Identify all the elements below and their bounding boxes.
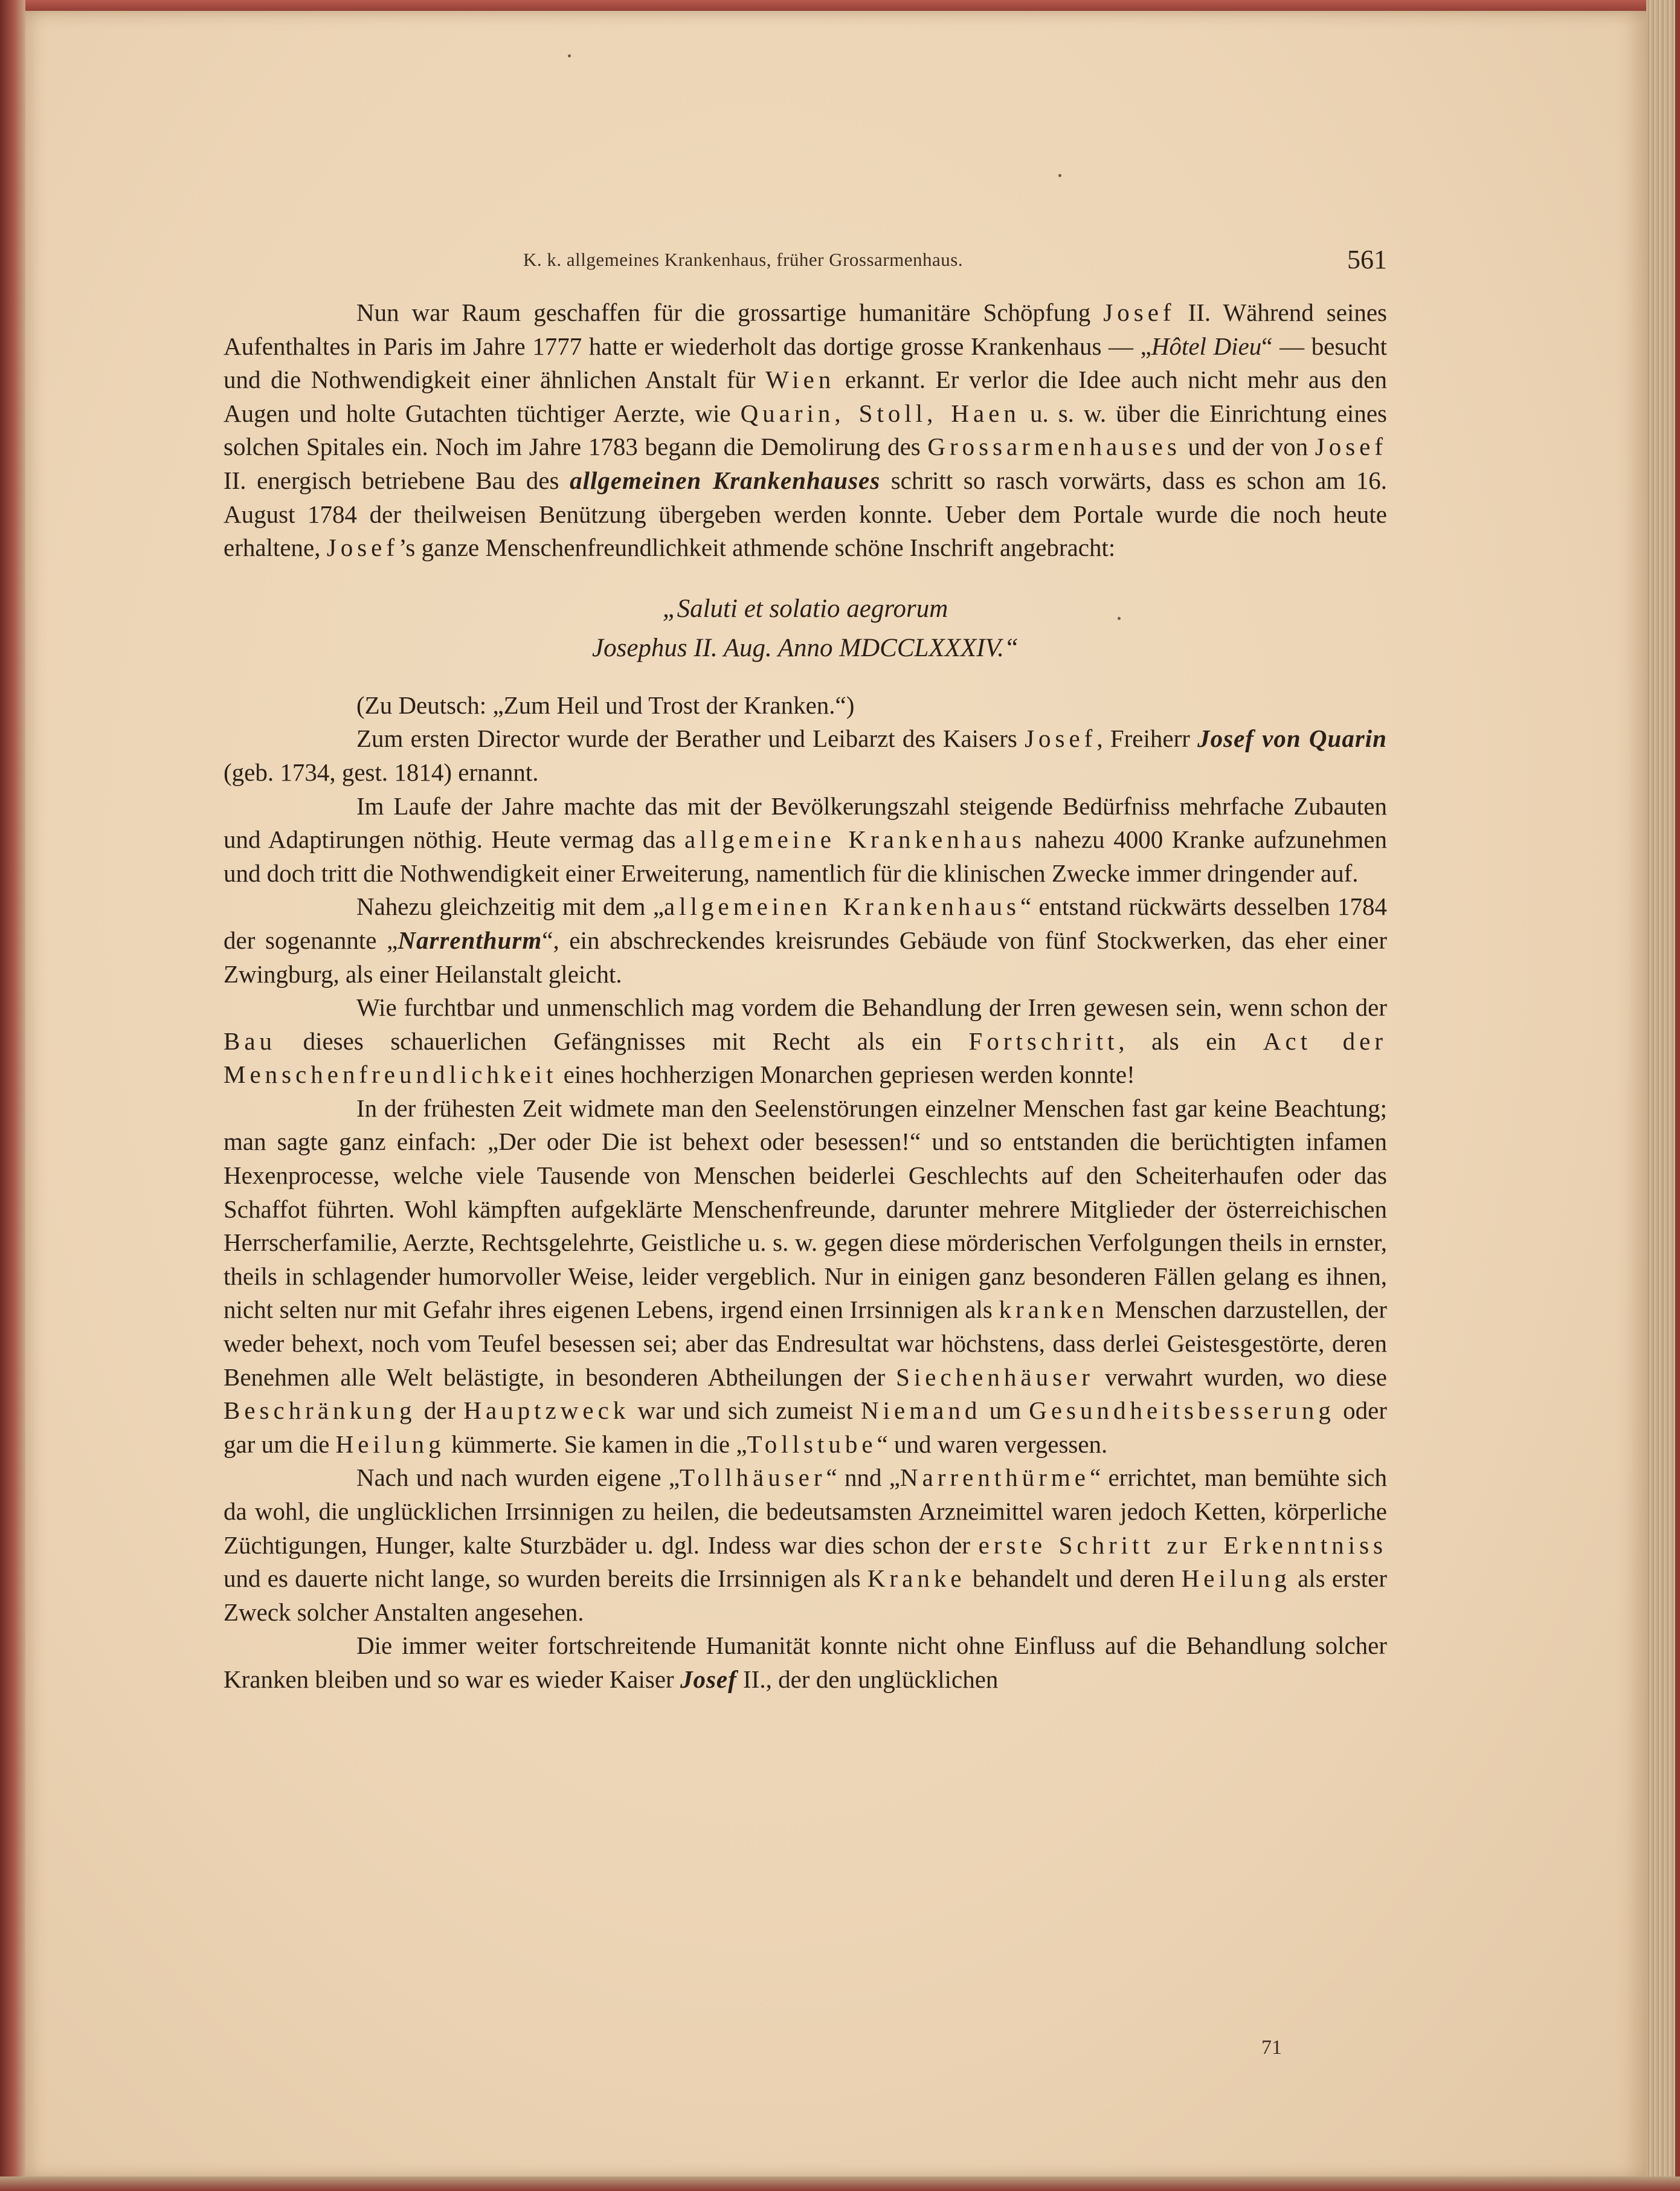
page-header <box>523 244 1387 280</box>
paragraph: Nun war Raum geschaffen für die grossartige humanitäre Schöpfung Josef II. Während seines Aufenthaltes in Paris im Jahre 1777 hatte er wiederholt das dortige grosse Krankenhaus — „Hôtel Dieu“ — besucht und die Nothwendigkeit einer ähnlichen Anstalt für Wien erkannt. Er verlor die Idee auch nicht mehr aus den Augen und holte Gutachten tüchtiger Aerzte, wie Quarin, Stoll, Haen u. s. w. über die Einrichtung eines solchen Spitales ein. Noch im Jahre 1783 begann die Demolirung des Grossarmenhauses und der von Josef II. energisch betriebene Bau des allgemeinen Krankenhauses schritt so rasch vorwärts, dass es schon am 16. August 1784 der theilweisen Benützung übergeben werden konnte. Ueber dem Portale wurde die noch heute erhaltene, Josef’s ganze Menschenfreundlichkeit athmende schöne Inschrift angebracht: <box>224 298 1388 562</box>
body-text <box>224 296 1387 1697</box>
page-stack-edge <box>1646 0 1680 2191</box>
blackletter-term: Josef <box>680 1665 737 1693</box>
paper-speck <box>568 54 571 57</box>
paragraph: (Zu Deutsch: „Zum Heil und Trost der Kranken.“) <box>356 691 855 719</box>
blackletter-term: Narrenthurm <box>397 926 542 954</box>
paragraph: Zum ersten Director wurde der Berather und Leibarzt des Kaisers Josef, Freiherr Josef von Quarin (geb. 1734, gest. 1814) ernannt. <box>224 724 1387 786</box>
paragraph: Wie furchtbar und unmenschlich mag vordem die Behandlung der Irren gewesen sein, wenn schon der Bau dieses schauerlichen Gefängnisses mit Recht als ein Fortschritt, als ein Act der Menschenfreundlichkeit eines hochherzigen Monarchen gepriesen werden konnte! <box>224 993 1387 1089</box>
book-bottom-edge <box>0 2176 1680 2191</box>
paper-speck <box>1058 174 1061 177</box>
latin-inscription <box>224 589 1387 668</box>
running-title: K. k. allgemeines Krankenhaus, früher Grossarmenhaus. <box>523 249 964 270</box>
paragraph: In der frühesten Zeit widmete man den Seelenstörungen einzelner Menschen fast gar keine Beachtung; man sagte ganz einfach: „Der oder Die ist behext oder besessen!“ und so entstanden die berüchtigten infamen Hexenprocesse, welche viele Tausende von Menschen beiderlei Geschlechts auf den Scheiterhaufen oder das Schaffot führten. Wohl kämpften aufgeklärte Menschenfreunde, darunter mehrere Mitglieder der österreichischen Herrscherfamilie, Aerzte, Rechtsgelehrte, Geistliche u. s. w. gegen diese mörderischen Verfolgungen theils in ernster, theils in schlagender humorvoller Weise, leider vergeblich. Nur in einigen ganz besonderen Fällen gelang es ihnen, nicht selten nur mit Gefahr ihres eigenen Lebens, irgend einen Irrsinnigen als kranken Menschen darzustellen, der weder behext, noch vom Teufel besessen sei; aber das Endresultat war höchstens, dass derlei Geistesgestörte, deren Benehmen alle Welt belästigte, in besonderen Abtheilungen der Siechenhäuser verwahrt wurden, wo diese Beschränkung der Hauptzweck war und sich zumeist Niemand um Gesundheitsbesserung oder gar um die Heilung kümmerte. Sie kamen in die „Tollstube“ und waren vergessen. <box>224 1094 1388 1458</box>
blackletter-term: allgemeinen Krankenhauses <box>570 466 881 494</box>
paragraph: Nach und nach wurden eigene „Tollhäuser“ nnd „Narrenthürme“ errichtet, man bemühte sich da wohl, die unglücklichen Irrsinnigen zu heilen, die bedeutsamsten Arzneimittel waren jedoch Ketten, körperliche Züchtigungen, Hunger, kalte Sturzbäder u. dgl. Indess war dies schon der erste Schritt zur Erkenntniss und es dauerte nicht lange, so wurden bereits die Irrsinnigen als Kranke behandelt und deren Heilung als erster Zweck solcher Anstalten angesehen. <box>224 1463 1387 1626</box>
inscription-line: „Saluti et solatio aegrorum <box>662 594 948 623</box>
paragraph: Im Laufe der Jahre machte das mit der Bevölkerungszahl steigende Bedürfniss mehrfache Zubauten und Adaptirungen nöthig. Heute vermag das allgemeine Krankenhaus nahezu 4000 Kranke aufzunehmen und doch tritt die Nothwendigkeit einer Erweiterung, namentlich für die klinischen Zwecke immer dringender auf. <box>224 792 1388 887</box>
paragraph: Die immer weiter fortschreitende Humanität konnte nicht ohne Einfluss auf die Behandlung solcher Kranken bleiben und so war es wieder Kaiser Josef II., der den unglücklichen <box>224 1631 1387 1693</box>
inscription-line: Josephus II. Aug. Anno MDCCLXXXIV.“ <box>592 633 1019 662</box>
blackletter-term: Josef von Quarin <box>1197 724 1387 753</box>
signature-mark: 71 <box>1261 2036 1282 2059</box>
page-number: 561 <box>1347 245 1387 274</box>
book-spine-edge <box>0 0 25 2191</box>
paragraph: Nahezu gleichzeitig mit dem „allgemeinen Krankenhaus“ entstand rückwärts desselben 1784 der sogenannte „Narrenthurm“, ein abschreckendes kreisrundes Gebäude von fünf Stockwerken, das eher einer Zwingburg, als einer Heilanstalt gleicht. <box>224 892 1387 988</box>
